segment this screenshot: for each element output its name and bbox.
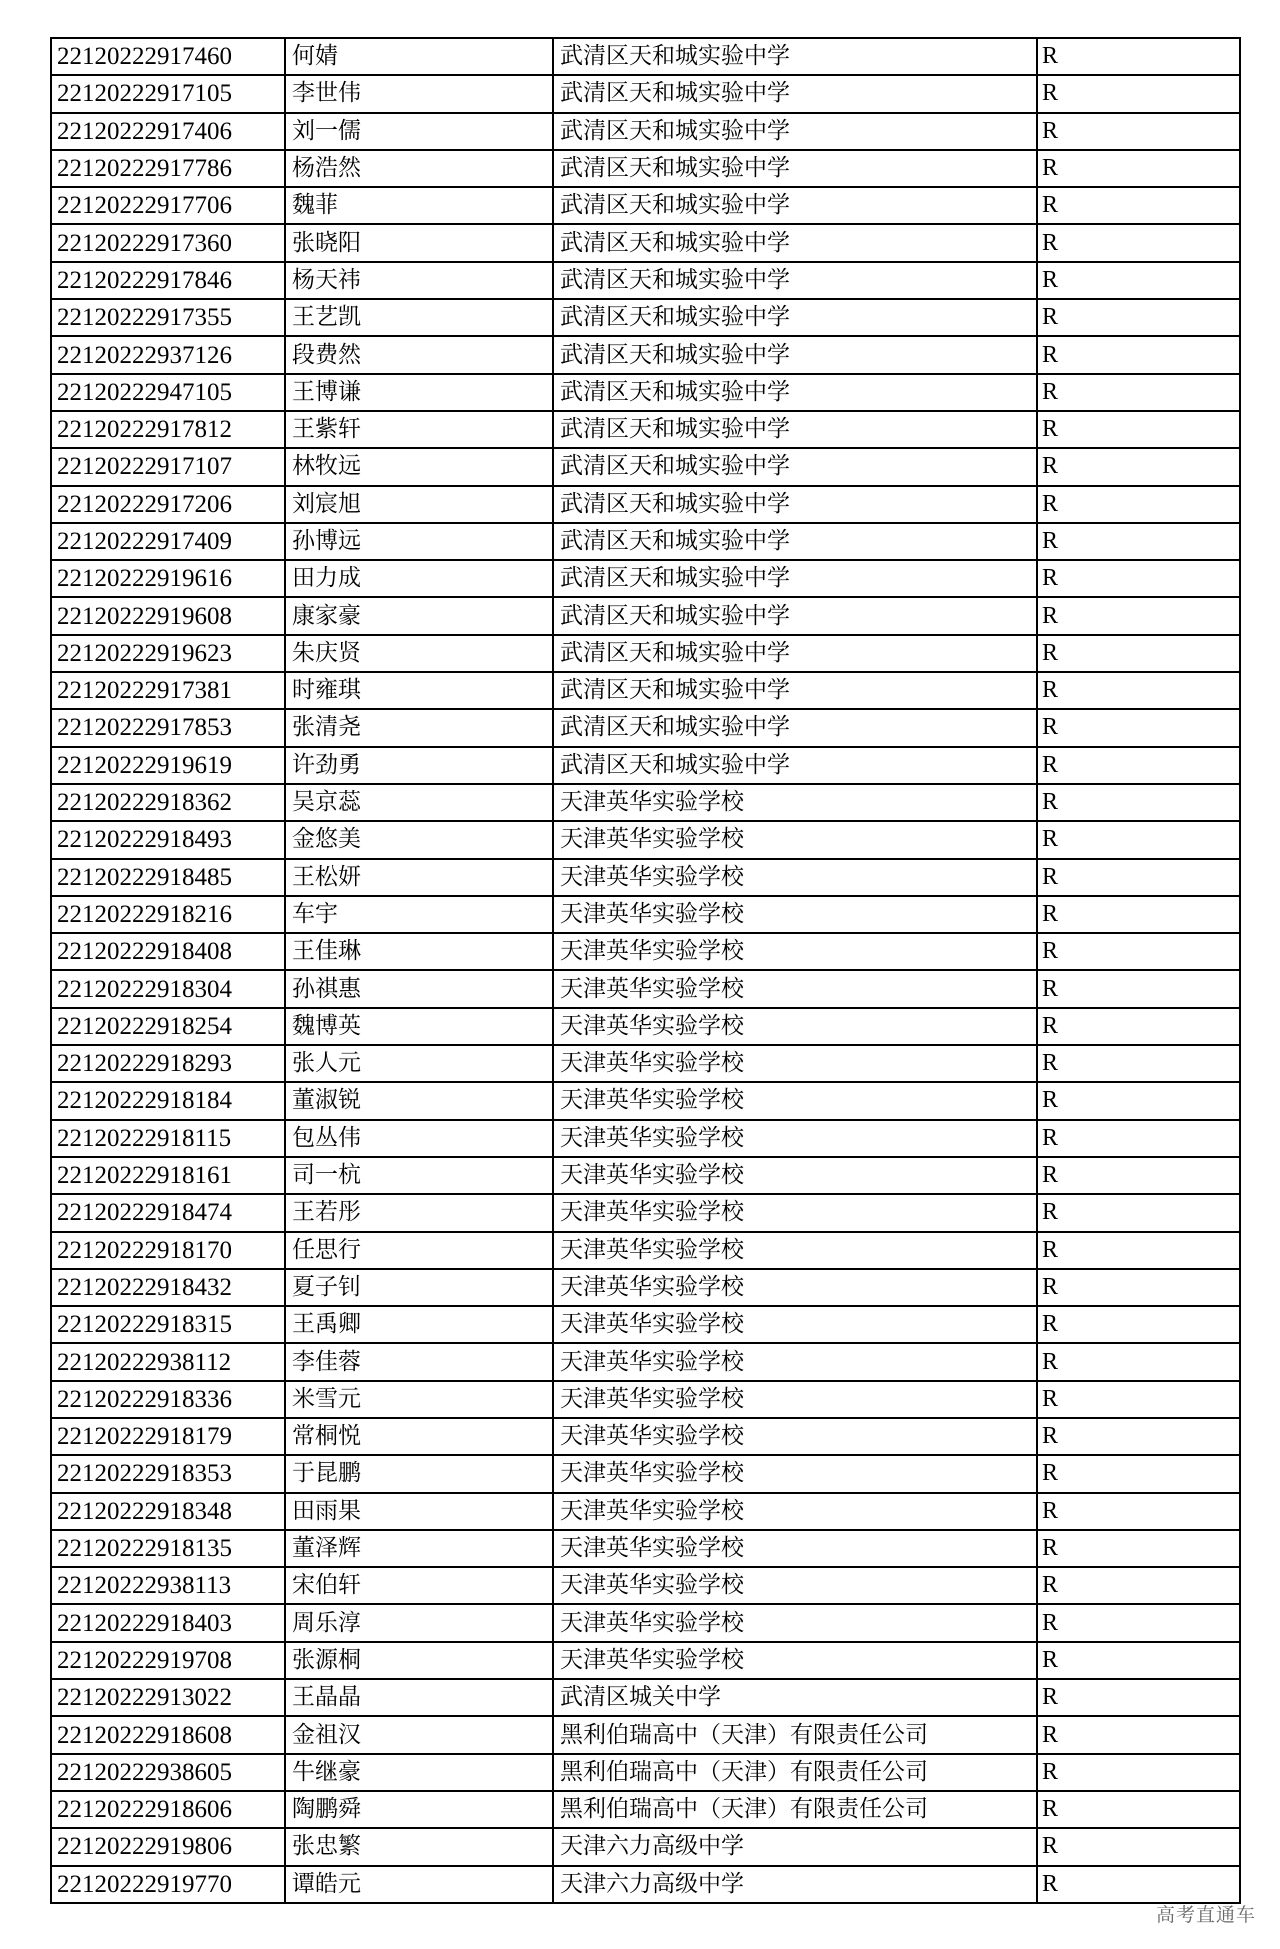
table-row [51, 1269, 1240, 1306]
school-name-cell: 天津英华实验学校 [553, 1418, 1037, 1455]
candidate-id-cell: 22120222918485 [51, 859, 285, 896]
table-row [51, 970, 1240, 1007]
student-name-cell: 张清尧 [285, 709, 553, 746]
school-name-cell: 黑利伯瑞高中（天津）有限责任公司 [553, 1754, 1037, 1791]
table-row [51, 448, 1240, 485]
grade-cell: R [1037, 709, 1240, 746]
table-row [51, 224, 1240, 261]
school-name-cell: 武清区天和城实验中学 [553, 374, 1037, 411]
student-name-cell: 陶鹏舜 [285, 1791, 553, 1828]
student-name-cell: 王艺凯 [285, 299, 553, 336]
table-row [51, 635, 1240, 672]
candidate-id-cell: 22120222918216 [51, 896, 285, 933]
candidate-id-cell: 22120222918135 [51, 1530, 285, 1567]
grade-cell: R [1037, 1530, 1240, 1567]
school-name-cell: 天津英华实验学校 [553, 970, 1037, 1007]
school-name-cell: 武清区天和城实验中学 [553, 299, 1037, 336]
table-row [51, 486, 1240, 523]
student-name-cell: 夏子钊 [285, 1269, 553, 1306]
table-row [51, 933, 1240, 970]
grade-cell: R [1037, 1567, 1240, 1604]
table-row [51, 1530, 1240, 1567]
roster-body [51, 38, 1240, 1903]
school-name-cell: 天津英华实验学校 [553, 1232, 1037, 1269]
candidate-id-cell: 22120222919616 [51, 560, 285, 597]
table-row [51, 1343, 1240, 1380]
grade-cell: R [1037, 1604, 1240, 1641]
table-row [51, 597, 1240, 634]
school-name-cell: 武清区天和城实验中学 [553, 75, 1037, 112]
grade-cell: R [1037, 784, 1240, 821]
school-name-cell: 天津英华实验学校 [553, 1269, 1037, 1306]
school-name-cell: 天津英华实验学校 [553, 1642, 1037, 1679]
table-row [51, 1567, 1240, 1604]
school-name-cell: 武清区天和城实验中学 [553, 38, 1037, 75]
grade-cell: R [1037, 262, 1240, 299]
grade-cell: R [1037, 113, 1240, 150]
student-name-cell: 张晓阳 [285, 224, 553, 261]
candidate-id-cell: 22120222917355 [51, 299, 285, 336]
candidate-id-cell: 22120222918336 [51, 1381, 285, 1418]
student-name-cell: 金悠美 [285, 821, 553, 858]
school-name-cell: 武清区天和城实验中学 [553, 523, 1037, 560]
table-row [51, 859, 1240, 896]
candidate-id-cell: 22120222918161 [51, 1157, 285, 1194]
grade-cell: R [1037, 1269, 1240, 1306]
candidate-id-cell: 22120222918115 [51, 1120, 285, 1157]
student-name-cell: 段费然 [285, 336, 553, 373]
school-name-cell: 天津英华实验学校 [553, 1157, 1037, 1194]
student-name-cell: 张忠繁 [285, 1828, 553, 1865]
student-name-cell: 董淑锐 [285, 1082, 553, 1119]
student-name-cell: 王松妍 [285, 859, 553, 896]
grade-cell: R [1037, 1343, 1240, 1380]
school-name-cell: 天津英华实验学校 [553, 859, 1037, 896]
grade-cell: R [1037, 1418, 1240, 1455]
table-row [51, 75, 1240, 112]
school-name-cell: 武清区天和城实验中学 [553, 187, 1037, 224]
table-row [51, 1157, 1240, 1194]
table-row [51, 1791, 1240, 1828]
grade-cell: R [1037, 1791, 1240, 1828]
grade-cell: R [1037, 411, 1240, 448]
grade-cell: R [1037, 970, 1240, 1007]
table-row [51, 1045, 1240, 1082]
candidate-id-cell: 22120222917360 [51, 224, 285, 261]
candidate-id-cell: 22120222918348 [51, 1493, 285, 1530]
student-name-cell: 王禹卿 [285, 1306, 553, 1343]
grade-cell: R [1037, 1120, 1240, 1157]
student-name-cell: 司一杭 [285, 1157, 553, 1194]
grade-cell: R [1037, 75, 1240, 112]
candidate-id-cell: 22120222938112 [51, 1343, 285, 1380]
student-name-cell: 刘宸旭 [285, 486, 553, 523]
school-name-cell: 武清区天和城实验中学 [553, 486, 1037, 523]
candidate-id-cell: 22120222918432 [51, 1269, 285, 1306]
table-row [51, 1642, 1240, 1679]
grade-cell: R [1037, 1194, 1240, 1231]
grade-cell: R [1037, 597, 1240, 634]
table-row [51, 672, 1240, 709]
grade-cell: R [1037, 1306, 1240, 1343]
table-row [51, 1232, 1240, 1269]
table-row [51, 560, 1240, 597]
school-name-cell: 天津英华实验学校 [553, 1045, 1037, 1082]
grade-cell: R [1037, 523, 1240, 560]
grade-cell: R [1037, 1679, 1240, 1716]
school-name-cell: 天津英华实验学校 [553, 1306, 1037, 1343]
grade-cell: R [1037, 933, 1240, 970]
table-row [51, 1381, 1240, 1418]
school-name-cell: 天津英华实验学校 [553, 933, 1037, 970]
school-name-cell: 武清区天和城实验中学 [553, 411, 1037, 448]
grade-cell: R [1037, 1455, 1240, 1492]
candidate-id-cell: 22120222947105 [51, 374, 285, 411]
student-name-cell: 林牧远 [285, 448, 553, 485]
grade-cell: R [1037, 560, 1240, 597]
grade-cell: R [1037, 224, 1240, 261]
student-name-cell: 王佳琳 [285, 933, 553, 970]
student-name-cell: 常桐悦 [285, 1418, 553, 1455]
grade-cell: R [1037, 747, 1240, 784]
table-row [51, 1754, 1240, 1791]
table-row [51, 821, 1240, 858]
school-name-cell: 武清区天和城实验中学 [553, 635, 1037, 672]
table-row [51, 747, 1240, 784]
student-name-cell: 李佳蓉 [285, 1343, 553, 1380]
grade-cell: R [1037, 1754, 1240, 1791]
candidate-id-cell: 22120222919708 [51, 1642, 285, 1679]
candidate-id-cell: 22120222918254 [51, 1008, 285, 1045]
student-name-cell: 田力成 [285, 560, 553, 597]
grade-cell: R [1037, 1866, 1240, 1903]
table-row [51, 1604, 1240, 1641]
table-row [51, 709, 1240, 746]
candidate-id-cell: 22120222917706 [51, 187, 285, 224]
table-row [51, 896, 1240, 933]
student-name-cell: 董泽辉 [285, 1530, 553, 1567]
grade-cell: R [1037, 1008, 1240, 1045]
school-name-cell: 武清区天和城实验中学 [553, 113, 1037, 150]
table-row [51, 411, 1240, 448]
school-name-cell: 天津英华实验学校 [553, 1343, 1037, 1380]
candidate-id-cell: 22120222917460 [51, 38, 285, 75]
candidate-id-cell: 22120222918403 [51, 1604, 285, 1641]
school-name-cell: 武清区天和城实验中学 [553, 709, 1037, 746]
table-row [51, 1120, 1240, 1157]
student-name-cell: 时雍琪 [285, 672, 553, 709]
school-name-cell: 黑利伯瑞高中（天津）有限责任公司 [553, 1791, 1037, 1828]
candidate-id-cell: 22120222938113 [51, 1567, 285, 1604]
student-name-cell: 于昆鹏 [285, 1455, 553, 1492]
candidate-id-cell: 22120222918362 [51, 784, 285, 821]
table-row [51, 1194, 1240, 1231]
student-name-cell: 任思行 [285, 1232, 553, 1269]
student-name-cell: 杨浩然 [285, 150, 553, 187]
candidate-id-cell: 22120222918408 [51, 933, 285, 970]
student-name-cell: 牛继豪 [285, 1754, 553, 1791]
table-row [51, 1716, 1240, 1753]
school-name-cell: 天津英华实验学校 [553, 1455, 1037, 1492]
school-name-cell: 天津六力高级中学 [553, 1866, 1037, 1903]
table-row [51, 1082, 1240, 1119]
candidate-id-cell: 22120222918179 [51, 1418, 285, 1455]
grade-cell: R [1037, 821, 1240, 858]
table-row [51, 187, 1240, 224]
school-name-cell: 天津英华实验学校 [553, 821, 1037, 858]
table-row [51, 336, 1240, 373]
school-name-cell: 武清区天和城实验中学 [553, 560, 1037, 597]
candidate-id-cell: 22120222938605 [51, 1754, 285, 1791]
school-name-cell: 天津英华实验学校 [553, 1120, 1037, 1157]
school-name-cell: 天津六力高级中学 [553, 1828, 1037, 1865]
candidate-id-cell: 22120222913022 [51, 1679, 285, 1716]
grade-cell: R [1037, 1082, 1240, 1119]
candidate-id-cell: 22120222919619 [51, 747, 285, 784]
student-name-cell: 王若彤 [285, 1194, 553, 1231]
school-name-cell: 天津英华实验学校 [553, 1008, 1037, 1045]
student-roster-table [50, 37, 1241, 1904]
school-name-cell: 天津英华实验学校 [553, 1604, 1037, 1641]
student-name-cell: 田雨果 [285, 1493, 553, 1530]
grade-cell: R [1037, 448, 1240, 485]
candidate-id-cell: 22120222917206 [51, 486, 285, 523]
candidate-id-cell: 22120222917786 [51, 150, 285, 187]
table-row [51, 299, 1240, 336]
candidate-id-cell: 22120222918493 [51, 821, 285, 858]
table-row [51, 1306, 1240, 1343]
student-name-cell: 张人元 [285, 1045, 553, 1082]
candidate-id-cell: 22120222917406 [51, 113, 285, 150]
table-row [51, 784, 1240, 821]
student-name-cell: 米雪元 [285, 1381, 553, 1418]
table-row [51, 38, 1240, 75]
student-name-cell: 孙博远 [285, 523, 553, 560]
grade-cell: R [1037, 150, 1240, 187]
school-name-cell: 武清区天和城实验中学 [553, 672, 1037, 709]
school-name-cell: 武清区城关中学 [553, 1679, 1037, 1716]
student-name-cell: 康家豪 [285, 597, 553, 634]
table-row [51, 113, 1240, 150]
candidate-id-cell: 22120222918315 [51, 1306, 285, 1343]
student-name-cell: 周乐淳 [285, 1604, 553, 1641]
school-name-cell: 武清区天和城实验中学 [553, 262, 1037, 299]
table-row [51, 1008, 1240, 1045]
candidate-id-cell: 22120222918293 [51, 1045, 285, 1082]
grade-cell: R [1037, 336, 1240, 373]
grade-cell: R [1037, 299, 1240, 336]
candidate-id-cell: 22120222917853 [51, 709, 285, 746]
grade-cell: R [1037, 1493, 1240, 1530]
candidate-id-cell: 22120222937126 [51, 336, 285, 373]
grade-cell: R [1037, 672, 1240, 709]
table-row [51, 1828, 1240, 1865]
candidate-id-cell: 22120222917846 [51, 262, 285, 299]
grade-cell: R [1037, 1381, 1240, 1418]
student-name-cell: 王紫轩 [285, 411, 553, 448]
candidate-id-cell: 22120222917105 [51, 75, 285, 112]
candidate-id-cell: 22120222919608 [51, 597, 285, 634]
grade-cell: R [1037, 38, 1240, 75]
candidate-id-cell: 22120222919770 [51, 1866, 285, 1903]
table-row [51, 1493, 1240, 1530]
watermark: 高考直通车 [1155, 1904, 1256, 1926]
school-name-cell: 天津英华实验学校 [553, 1194, 1037, 1231]
table-row [51, 1455, 1240, 1492]
school-name-cell: 黑利伯瑞高中（天津）有限责任公司 [553, 1716, 1037, 1753]
school-name-cell: 武清区天和城实验中学 [553, 448, 1037, 485]
candidate-id-cell: 22120222918170 [51, 1232, 285, 1269]
school-name-cell: 天津英华实验学校 [553, 1381, 1037, 1418]
grade-cell: R [1037, 374, 1240, 411]
student-name-cell: 王博谦 [285, 374, 553, 411]
student-name-cell: 杨天祎 [285, 262, 553, 299]
student-name-cell: 吴京蕊 [285, 784, 553, 821]
grade-cell: R [1037, 1045, 1240, 1082]
school-name-cell: 武清区天和城实验中学 [553, 224, 1037, 261]
student-name-cell: 许劲勇 [285, 747, 553, 784]
table-row [51, 374, 1240, 411]
student-name-cell: 魏博英 [285, 1008, 553, 1045]
student-name-cell: 刘一儒 [285, 113, 553, 150]
student-name-cell: 金祖汉 [285, 1716, 553, 1753]
table-row [51, 262, 1240, 299]
grade-cell: R [1037, 1642, 1240, 1679]
student-name-cell: 张源桐 [285, 1642, 553, 1679]
school-name-cell: 武清区天和城实验中学 [553, 747, 1037, 784]
grade-cell: R [1037, 1716, 1240, 1753]
school-name-cell: 天津英华实验学校 [553, 896, 1037, 933]
school-name-cell: 天津英华实验学校 [553, 1493, 1037, 1530]
table-row [51, 150, 1240, 187]
candidate-id-cell: 22120222919806 [51, 1828, 285, 1865]
grade-cell: R [1037, 1232, 1240, 1269]
grade-cell: R [1037, 1157, 1240, 1194]
candidate-id-cell: 22120222917812 [51, 411, 285, 448]
grade-cell: R [1037, 187, 1240, 224]
table-row [51, 1679, 1240, 1716]
student-name-cell: 何婧 [285, 38, 553, 75]
school-name-cell: 武清区天和城实验中学 [553, 336, 1037, 373]
school-name-cell: 天津英华实验学校 [553, 1530, 1037, 1567]
school-name-cell: 天津英华实验学校 [553, 1082, 1037, 1119]
student-name-cell: 朱庆贤 [285, 635, 553, 672]
school-name-cell: 天津英华实验学校 [553, 784, 1037, 821]
table-row [51, 523, 1240, 560]
school-name-cell: 武清区天和城实验中学 [553, 150, 1037, 187]
student-name-cell: 李世伟 [285, 75, 553, 112]
candidate-id-cell: 22120222917381 [51, 672, 285, 709]
student-name-cell: 车宇 [285, 896, 553, 933]
grade-cell: R [1037, 635, 1240, 672]
student-name-cell: 谭皓元 [285, 1866, 553, 1903]
candidate-id-cell: 22120222918608 [51, 1716, 285, 1753]
student-name-cell: 包丛伟 [285, 1120, 553, 1157]
school-name-cell: 天津英华实验学校 [553, 1567, 1037, 1604]
table-row [51, 1418, 1240, 1455]
grade-cell: R [1037, 1828, 1240, 1865]
table-row [51, 1866, 1240, 1903]
student-name-cell: 魏菲 [285, 187, 553, 224]
candidate-id-cell: 22120222918606 [51, 1791, 285, 1828]
candidate-id-cell: 22120222919623 [51, 635, 285, 672]
candidate-id-cell: 22120222917107 [51, 448, 285, 485]
school-name-cell: 武清区天和城实验中学 [553, 597, 1037, 634]
grade-cell: R [1037, 896, 1240, 933]
grade-cell: R [1037, 486, 1240, 523]
candidate-id-cell: 22120222918474 [51, 1194, 285, 1231]
student-name-cell: 孙祺惠 [285, 970, 553, 1007]
grade-cell: R [1037, 859, 1240, 896]
candidate-id-cell: 22120222918304 [51, 970, 285, 1007]
student-name-cell: 宋伯轩 [285, 1567, 553, 1604]
candidate-id-cell: 22120222918353 [51, 1455, 285, 1492]
candidate-id-cell: 22120222918184 [51, 1082, 285, 1119]
candidate-id-cell: 22120222917409 [51, 523, 285, 560]
student-name-cell: 王晶晶 [285, 1679, 553, 1716]
